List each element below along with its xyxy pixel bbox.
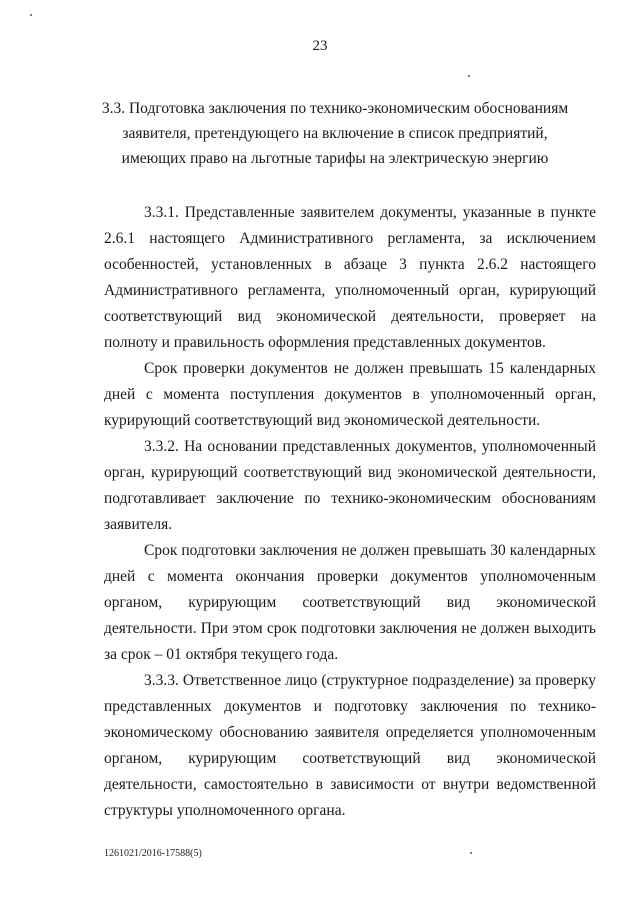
document-body	[104, 200, 596, 824]
document-code: 1261021/2016-17588(5)	[104, 848, 202, 859]
paragraph-preparation-term: Срок подготовки заключения не должен превышать 30 календарных дней с момента окончания проверки документов уполномоченным органом, курирующим соответствующий вид экономической деятельности. При этом срок подготовки заключения не должен выходить за срок – 01 октября текущего года.	[104, 542, 596, 663]
scan-speck	[470, 852, 472, 854]
paragraph-3-3-1: 3.3.1. Представленные заявителем документы, указанные в пункте 2.6.1 настоящего Административного регламента, за исключением особенностей, установленных в абзаце 3 пункта 2.6.2 настоящего Административного регламента, уполномоченный орган, курирующий соответствующий вид экономической деятельности, проверяет на полноту и правильность оформления представленных документов.	[104, 204, 596, 351]
paragraph-3-3-2: 3.3.2. На основании представленных документов, уполномоченный орган, курирующий соответствующий вид экономической деятельности, подготавливает заключение по технико-экономическим обоснованиям заявителя.	[104, 438, 596, 533]
scan-speck	[468, 75, 470, 77]
scan-speck	[30, 14, 32, 16]
page-number: 23	[312, 38, 328, 54]
section-heading: 3.3. Подготовка заключения по технико-экономическим обоснованиям заявителя, претендующего на включение в список предприятий, имеющих право на льготные тарифы на электрическую энергию	[101, 100, 569, 167]
paragraph-3-3-3: 3.3.3. Ответственное лицо (структурное подразделение) за проверку представленных документов и подготовку заключения по технико-экономическому обоснованию заявителя определяется уполномоченным органом, курирующим соответствующий вид экономической деятельности, самостоятельно в зависимости от внутри ведомственной структуры уполномоченного органа.	[104, 672, 596, 819]
paragraph-review-term: Срок проверки документов не должен превышать 15 календарных дней с момента поступления документов в уполномоченный орган, курирующий соответствующий вид экономической деятельности.	[104, 360, 596, 429]
